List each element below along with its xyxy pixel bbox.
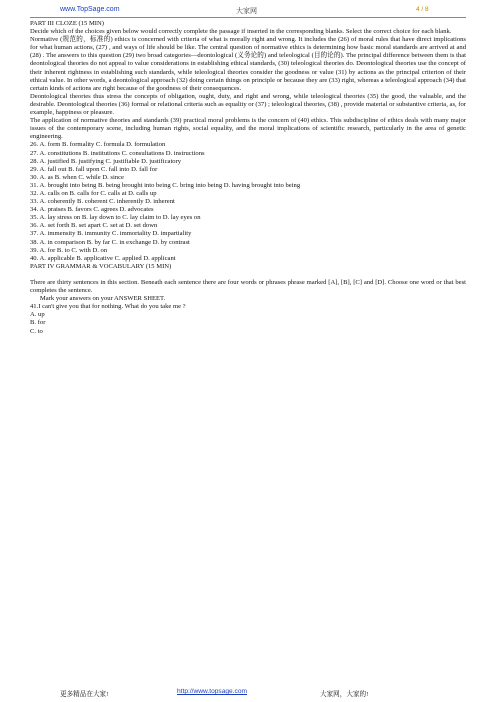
question-34: 34. A. praises B. favors C. agrees D. advocates <box>30 206 154 214</box>
passage-paragraph-3: The application of normative theories and standards (39) practical moral problems is the concern of (40) ethics. This subdiscipline of ethics deals with many major issues of the contemporary scene, including human rights, social equality, and the moral implications of scientific research, particularly in the area of genetic engineering. <box>30 117 466 141</box>
page-number: 4 / 8 <box>416 6 429 13</box>
page-header <box>0 0 496 20</box>
question-37: 37. A. immensity B. immunity C. immortality D. impartiality <box>30 230 192 238</box>
grammar-instructions: There are thirty sentences in this section. Beneath each sentence there are four words or phrases phrase marked [A], [B], [C] and [D]. Choose one word or that best completes the sentence. <box>30 279 466 295</box>
question-30: 30. A. as B. when C. while D. since <box>30 173 124 181</box>
question-36: 36. A. set forth B. set apart C. set at D. set down <box>30 222 158 230</box>
question-39: 39. A. for B. to C. with D. on <box>30 246 108 254</box>
passage-paragraph-2: Deontological theories thus stress the concepts of obligation, ought, duty, and right and wrong, while teleological theories (35) the good, the valuable, and the desirable. Deontological theories (36) formal or relational criteria such as equality or (37) ; teleological theories, (38) , provide material or substantive criteria, as, for example, happiness or pleasure. <box>30 92 466 117</box>
option-41-a: A. up <box>30 311 45 319</box>
question-35: 35. A. lay stress on B. lay down to C. lay claim to D. lay eyes on <box>30 214 201 222</box>
footer-slogan: 更多精品在大家! <box>60 691 109 698</box>
question-26: 26. A. form B. formality C. formula D. formulation <box>30 141 166 149</box>
question-27: 27. A. constitutions B. institutions C. consultations D. instructions <box>30 149 205 157</box>
answer-sheet-note: Mark your answers on your ANSWER SHEET. <box>30 295 166 303</box>
page-footer <box>0 688 496 700</box>
instructions-paragraph: Decide which of the choices given below would correctly complete the passage if inserted in the corresponding blanks. Select the correct choice for each blank. <box>30 28 452 36</box>
question-32: 32. A. calls on B. calls for C. calls at D. calls up <box>30 189 157 197</box>
question-33: 33. A. coherently B. coherent C. inherently D. inherent <box>30 198 175 206</box>
question-40: 40. A. applicable B. applicative C. applied D. applicant <box>30 254 176 262</box>
blank-line <box>30 271 466 279</box>
section-heading-cloze: PART III CLOZE (15 MIN) <box>30 20 104 27</box>
header-site-link[interactable]: www.TopSage.com <box>60 6 120 13</box>
question-38: 38. A. in comparison B. by far C. in exchange D. by contrast <box>30 238 190 246</box>
question-31: 31. A. brought into being B. being brought into being C. bring into being D. having brought into being <box>30 181 301 189</box>
question-29: 29. A. fall out B. fall upon C. fall into D. fall for <box>30 165 158 173</box>
section-heading-grammar: PART IV GRAMMAR & VOCABULARY (15 MIN) <box>30 262 172 270</box>
passage-paragraph-1: Normative (规范的，标准的) ethics is concerned with criteria of what is morally right and wrong. It includes the (26) of moral rules that have direct implications for what human actions, (27) , and ways of life should be like. The central question of normative ethics is determining how basic moral standards are arrived at and (28) . The answers to this question (29) two broad categories—deontological (义务论的) and teleological (目的论的). The principal difference between them is that deontological theories do not appeal to value considerations in establishing ethical standards, (30) teleological theories do. Deontological theories use the concept of their inherent rightness in establishing such standards, while teleological theories consider the goodness or value (31) by actions as the principal criterion of their ethical value. In other words, a deontological approach (32) doing certain things on principle or because they are (33) right, whereas a teleological approach (34) that certain kinds of actions are right because of the goodness of their consequences. <box>30 36 466 92</box>
footer-tagline: 大家网，大家的! <box>320 691 369 698</box>
header-site-name: 大家网 <box>236 7 257 15</box>
document-body <box>30 20 466 336</box>
footer-link[interactable]: http://www.topsage.com <box>177 688 248 695</box>
question-28: 28. A. justified B. justifying C. justifiable D. justificatory <box>30 157 182 165</box>
header-divider <box>30 17 466 18</box>
question-41: 41.I can't give you that for nothing. What do you take me ? <box>30 303 186 311</box>
option-41-c: C. to <box>30 327 43 335</box>
option-41-b: B. for <box>30 319 46 327</box>
